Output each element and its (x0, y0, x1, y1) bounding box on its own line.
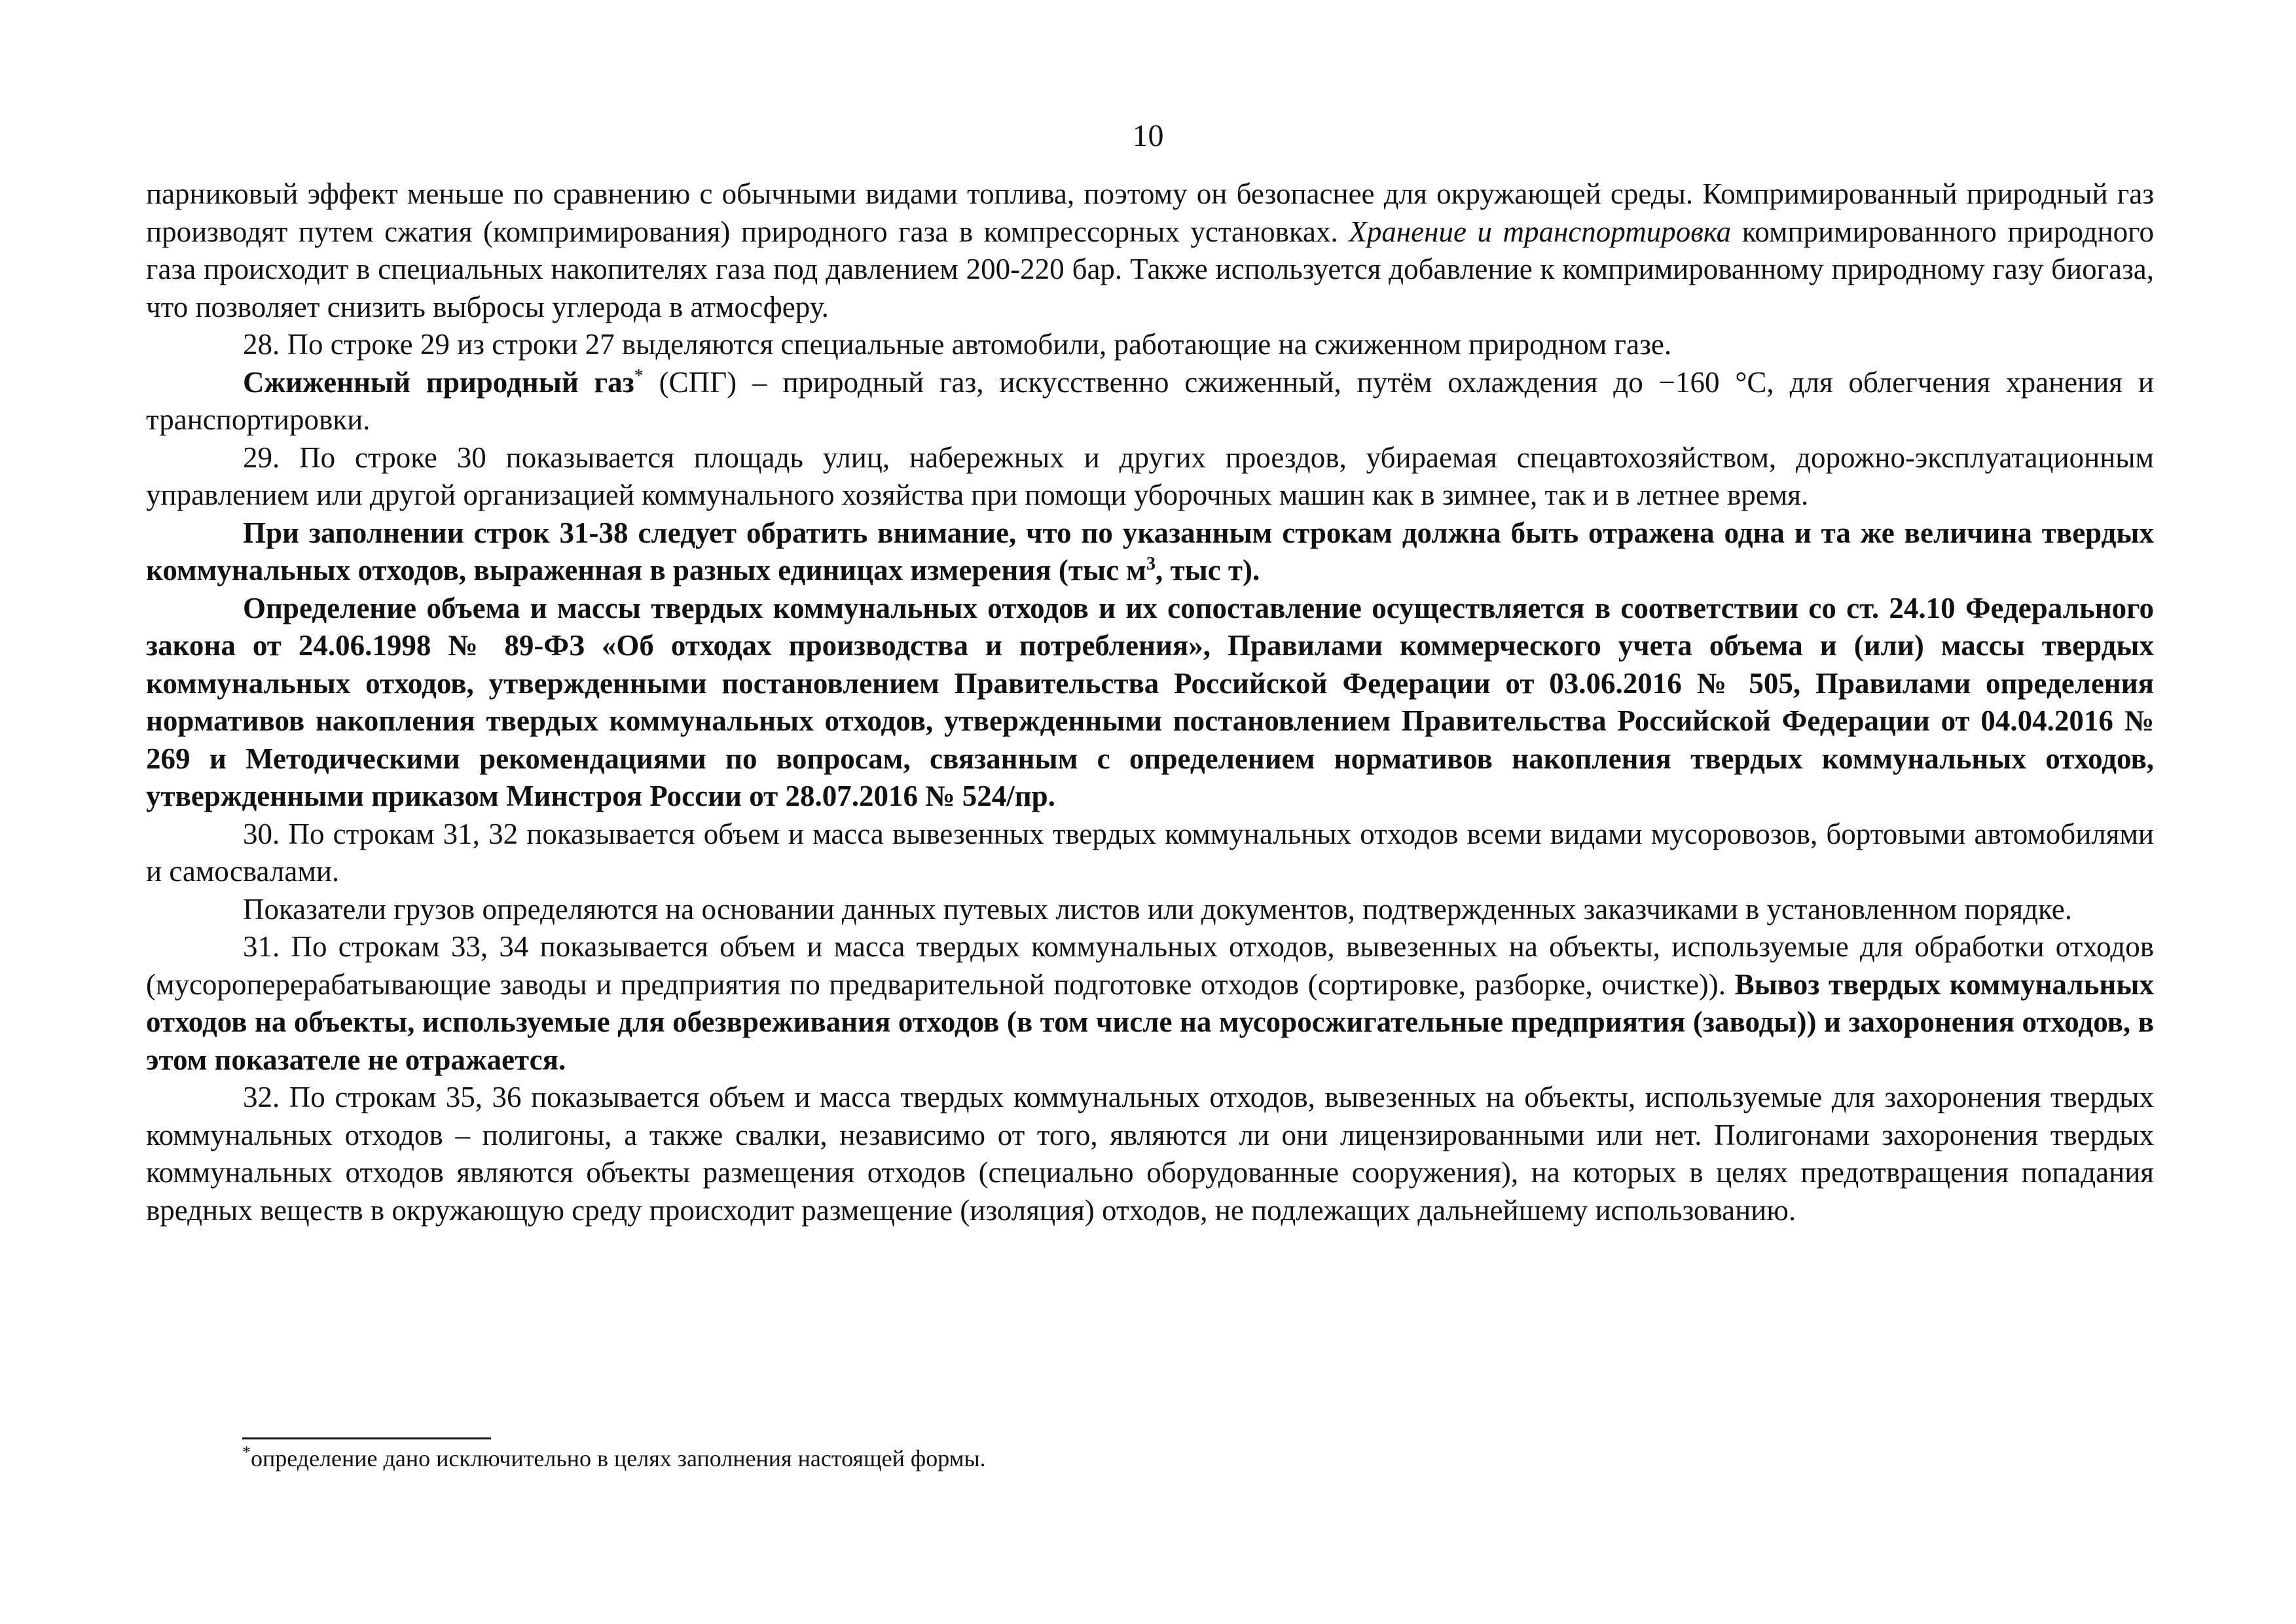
paragraph-lng-definition (146, 364, 2154, 439)
paragraph-text: компримированного природного газа происходит в специальных накопителях газа под давлением 200-220 бар. Также используется добавление к компримированному природному газу биогаза, что позволяет снизить выбросы углерода в атмосферу. (146, 215, 2155, 323)
paragraph-text: , тыс т). (1155, 554, 1260, 586)
paragraph-text: (СПГ) – природный газ, искусственно сжиженный, путём охлаждения до −160 °С, для облегчения хранения и транспортировки. (146, 365, 2154, 436)
paragraph-note-lines-31-38 (146, 514, 2154, 590)
term-lng: Сжиженный природный газ (243, 365, 634, 399)
paragraph-cng-continued (146, 175, 2154, 326)
paragraph-text: При заполнении строк 31-38 следует обратить внимание, что по указанным строкам должна быть отражена одна и та же величина твердых коммунальных отходов, выраженная в разных единицах измерения (тыс м (146, 516, 2154, 586)
document-body (146, 175, 2154, 1229)
paragraph-legal-basis: Определение объема и массы твердых коммунальных отходов и их сопоставление осуществляется в соответствии со ст. 24.10 Федерального закона от 24.06.1998 № 89-ФЗ «Об отходах производства и потребления», Правилами коммерческого учета объема и (или) массы твердых коммунальных отходов, утвержденными постановлением Правительства Российской Федерации от 03.06.2016 № 505, Правилами определения нормативов накопления твердых коммунальных отходов, утвержденными постановлением Правительства Российской Федерации от 04.04.2016 № 269 и Методическими рекомендациями по вопросам, связанным с определением нормативов накопления твердых коммунальных отходов, утвержденными приказом Минстроя России от 28.07.2016 № 524/пр. (146, 591, 2154, 812)
paragraph-item-31 (146, 928, 2154, 1079)
superscript: 3 (1146, 554, 1156, 574)
paragraph-text: парниковый эффект меньше по сравнению с обычными видами топлива, поэтому он безопаснее для окружающей среды. Компримированный природный газ производят путем сжатия (компримирования) природного газа в компрессорных установках. (146, 177, 2154, 248)
footnote-text: определение дано исключительно в целях заполнения настоящей формы. (251, 1445, 986, 1471)
paragraph-item-28: 28. По строке 29 из строки 27 выделяются специальные автомобили, работающие на сжиженном природном газе. (243, 328, 1672, 361)
italic-phrase: Хранение и транспортировка (1349, 215, 1732, 248)
bold-note: Вывоз твердых коммунальных отходов на объекты, используемые для обезвреживания отходов (в том числе на мусоросжигательные предприятия (заводы)) и захоронения отходов, в этом показателе не отражается. (146, 967, 2154, 1076)
paragraph-item-29: 29. По строке 30 показывается площадь улиц, набережных и других проездов, убираемая спецавтохозяйством, дорожно-эксплуатационным управлением или другой организацией коммунального хозяйства при помощи уборочных машин как в зимнее, так и в летнее время. (146, 441, 2154, 511)
footnote-marker: * (634, 365, 644, 386)
paragraph-item-32: 32. По строкам 35, 36 показывается объем и масса твердых коммунальных отходов, вывезенных на объекты, используемые для захоронения твердых коммунальных отходов – полигоны, а также свалки, независимо от того, являются ли они лицензированными или нет. Полигонами захоронения твердых коммунальных отходов являются объекты размещения отходов (специально оборудованные сооружения), на которых в целях предотвращения попадания вредных веществ в окружающую среду происходит размещение (изоляция) отходов, не подлежащих дальнейшему использованию. (146, 1081, 2154, 1227)
paragraph-item-30: 30. По строкам 31, 32 показывается объем и масса вывезенных твердых коммунальных отходов всеми видами мусоровозов, бортовыми автомобилями и самосвалами. (146, 817, 2154, 888)
footnote-mark: * (242, 1443, 251, 1462)
footnote (242, 1444, 986, 1473)
footnote-divider (242, 1437, 491, 1439)
paragraph-text: 31. По строкам 33, 34 показывается объем и масса твердых коммунальных отходов, вывезенных на объекты, используемые для обработки отходов (мусороперерабатывающие заводы и предприятия по предварительной подготовке отходов (сортировке, разборке, очистке)). (146, 930, 2154, 1001)
paragraph-cargo-indicators: Показатели грузов определяются на основании данных путевых листов или документов, подтвержденных заказчиками в установленном порядке. (243, 892, 2072, 926)
page-number: 10 (1132, 118, 1164, 153)
